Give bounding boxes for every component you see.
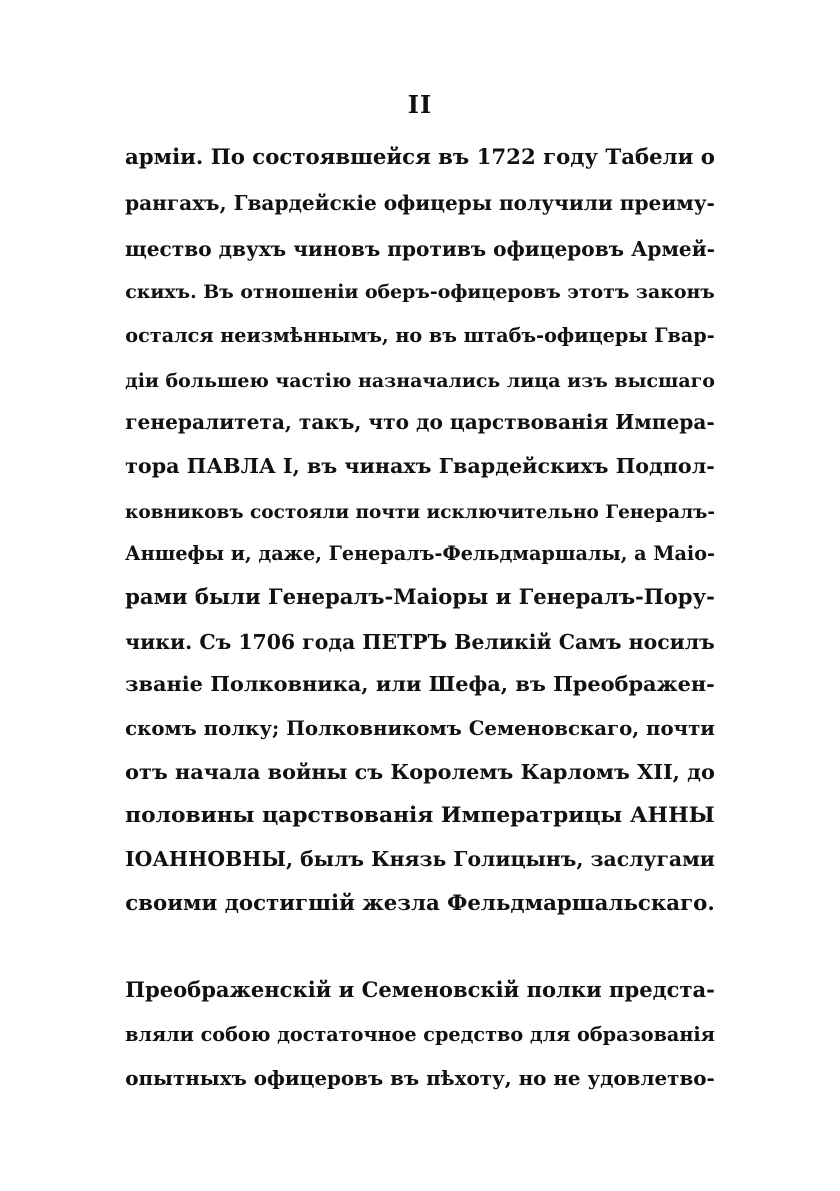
text-line: тора ПАВЛА I, въ чинахъ Гвардейскихъ Подпол- — [125, 454, 715, 478]
text-line: чики. Съ 1706 года ПЕТРЪ Великiй Самъ носилъ — [125, 630, 715, 654]
text-line: скихъ. Въ отношенiи оберъ-офицеровъ этотъ законъ — [125, 281, 715, 303]
text-line: вляли собою достаточное средство для образованiя — [125, 1023, 715, 1046]
text-line: рангахъ, Гвардейскiе офицеры получили преиму- — [125, 191, 715, 215]
text-line: Преображенскiй и Семеновскiй полки предста- — [125, 977, 715, 1002]
text-line: скомъ полку; Полковникомъ Семеновскаго, почти — [125, 716, 715, 740]
text-line: половины царствованiя Императрицы АННЫ — [125, 803, 715, 828]
text-line: генералитета, такъ, что до царствованiя Импера- — [125, 410, 715, 434]
text-line: опытныхъ офицеровъ въ пѣхоту, но не удовлетво- — [125, 1066, 715, 1090]
text-line: IОАННОВНЫ, былъ Князь Голицынъ, заслугами — [125, 847, 715, 871]
text-line: ковниковъ состояли почти исключительно Генералъ- — [124, 502, 716, 523]
text-line: дiи большею частiю назначались лица изъ высшаго — [125, 370, 715, 392]
text-line: армiи. По состоявшейся въ 1722 году Табели о — [125, 145, 715, 170]
text-line: остался неизмѣннымъ, но въ штабъ-офицеры Гвар- — [125, 324, 715, 347]
text-line: рами были Генералъ-Маiоры и Генералъ-Пору- — [125, 584, 715, 609]
text-line: отъ начала войны съ Королемъ Карломъ XII, до — [125, 759, 715, 784]
page-number: II — [407, 90, 433, 119]
text-line: своими достигшiй жезла Фельдмаршальскаго. — [125, 891, 715, 916]
text-line: Аншефы и, даже, Генералъ-Фельдмаршалы, а Маiо- — [125, 542, 715, 565]
text-line: щество двухъ чиновъ противъ офицеровъ Армей- — [125, 237, 715, 261]
text-line: званiе Полковника, или Шефа, въ Преображен- — [125, 671, 715, 696]
